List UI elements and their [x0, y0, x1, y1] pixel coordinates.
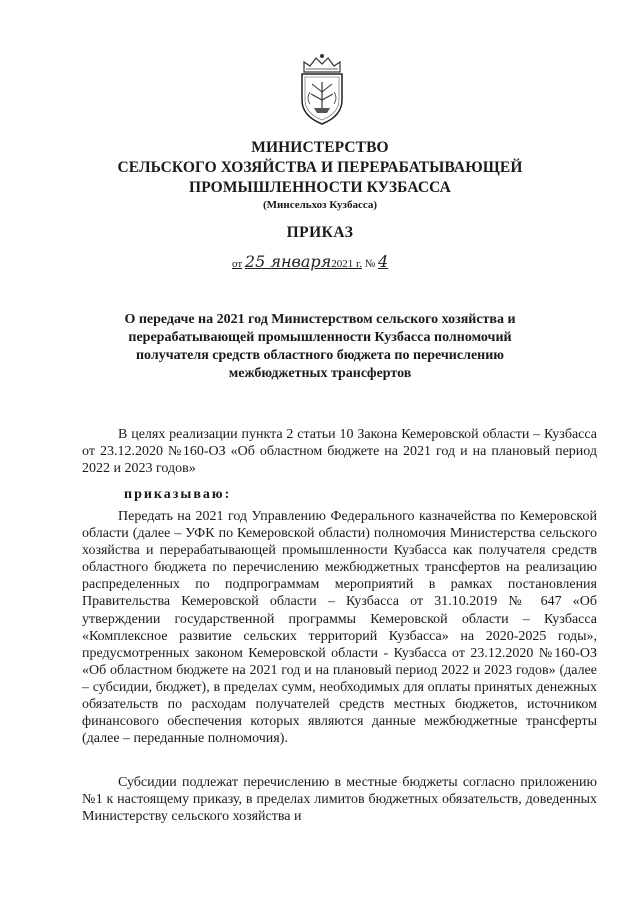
- order-paragraph-1: Передать на 2021 год Управлению Федерального казначейства по Кемеровской области (далее – УФК по Кемеровской области) полномочия Министерства сельского хозяйства и перерабатывающей промышленности Кузбасса как получателя средств областного бюджета по перечислению межбюджетных трансфертов на реализацию распределенных по подпрограммам мероприятий в рамках постановления Правительства Кемеровской области – Кузбасса от 31.10.2019 № 647 «Об утверждении государственной программы Кемеровской области – Кузбасса «Комплексное развитие сельских территорий Кузбасса» на 2020-2025 годы», предусмотренных законом Кемеровской области - Кузбасса от 23.12.2020 №160-ОЗ «Об областном бюджете на 2021 год и на плановый период 2022 и 2023 годов» (далее – субсидии, бюджет), в пределах сумм, необходимых для оплаты принятых денежных обязательств по расходам получателей средств местных бюджетов, источником финансового обеспечения которых являются данные межбюджетные трансферты (далее – переданные полномочия).: [82, 509, 597, 747]
- preamble-paragraph: В целях реализации пункта 2 статьи 10 Закона Кемеровской области – Кузбасса от 23.12.2020 №160-ОЗ «Об областном бюджете на 2021 год и на плановый период 2022 и 2023 годов»: [82, 427, 597, 477]
- order-word: приказываю:: [124, 487, 232, 502]
- document-type-title: ПРИКАЗ: [286, 224, 354, 241]
- order-paragraph-2: Субсидии подлежат перечислению в местные бюджеты согласно приложению №1 к настоящему приказу, в пределах лимитов бюджетных обязательств, доведенных Министерству сельского хозяйства и: [82, 775, 597, 825]
- handwritten-number: 4: [377, 252, 389, 271]
- order-dateline: [232, 252, 388, 271]
- kuzbass-coat-of-arms-icon: [294, 52, 350, 126]
- ministry-abbreviation: (Минсельхоз Кузбасса): [262, 199, 378, 211]
- ministry-line-1: МИНИСТЕРСТВО: [251, 139, 389, 156]
- ministry-name: [0, 138, 640, 198]
- date-year: 2021 г.: [331, 258, 362, 270]
- number-label: №: [364, 258, 376, 270]
- ministry-line-2: СЕЛЬСКОГО ХОЗЯЙСТВА И ПЕРЕРАБАТЫВАЮЩЕЙ: [117, 159, 523, 176]
- date-prefix: от: [232, 258, 243, 270]
- order-subject: О передаче на 2021 год Министерством сельского хозяйства и перерабатывающей промышленности Кузбасса полномочий получателя средств областного бюджета по перечислению межбюджетных трансфертов: [124, 312, 516, 381]
- handwritten-date: 25 января: [244, 252, 332, 271]
- ministry-line-3: ПРОМЫШЛЕННОСТИ КУЗБАССА: [189, 179, 451, 196]
